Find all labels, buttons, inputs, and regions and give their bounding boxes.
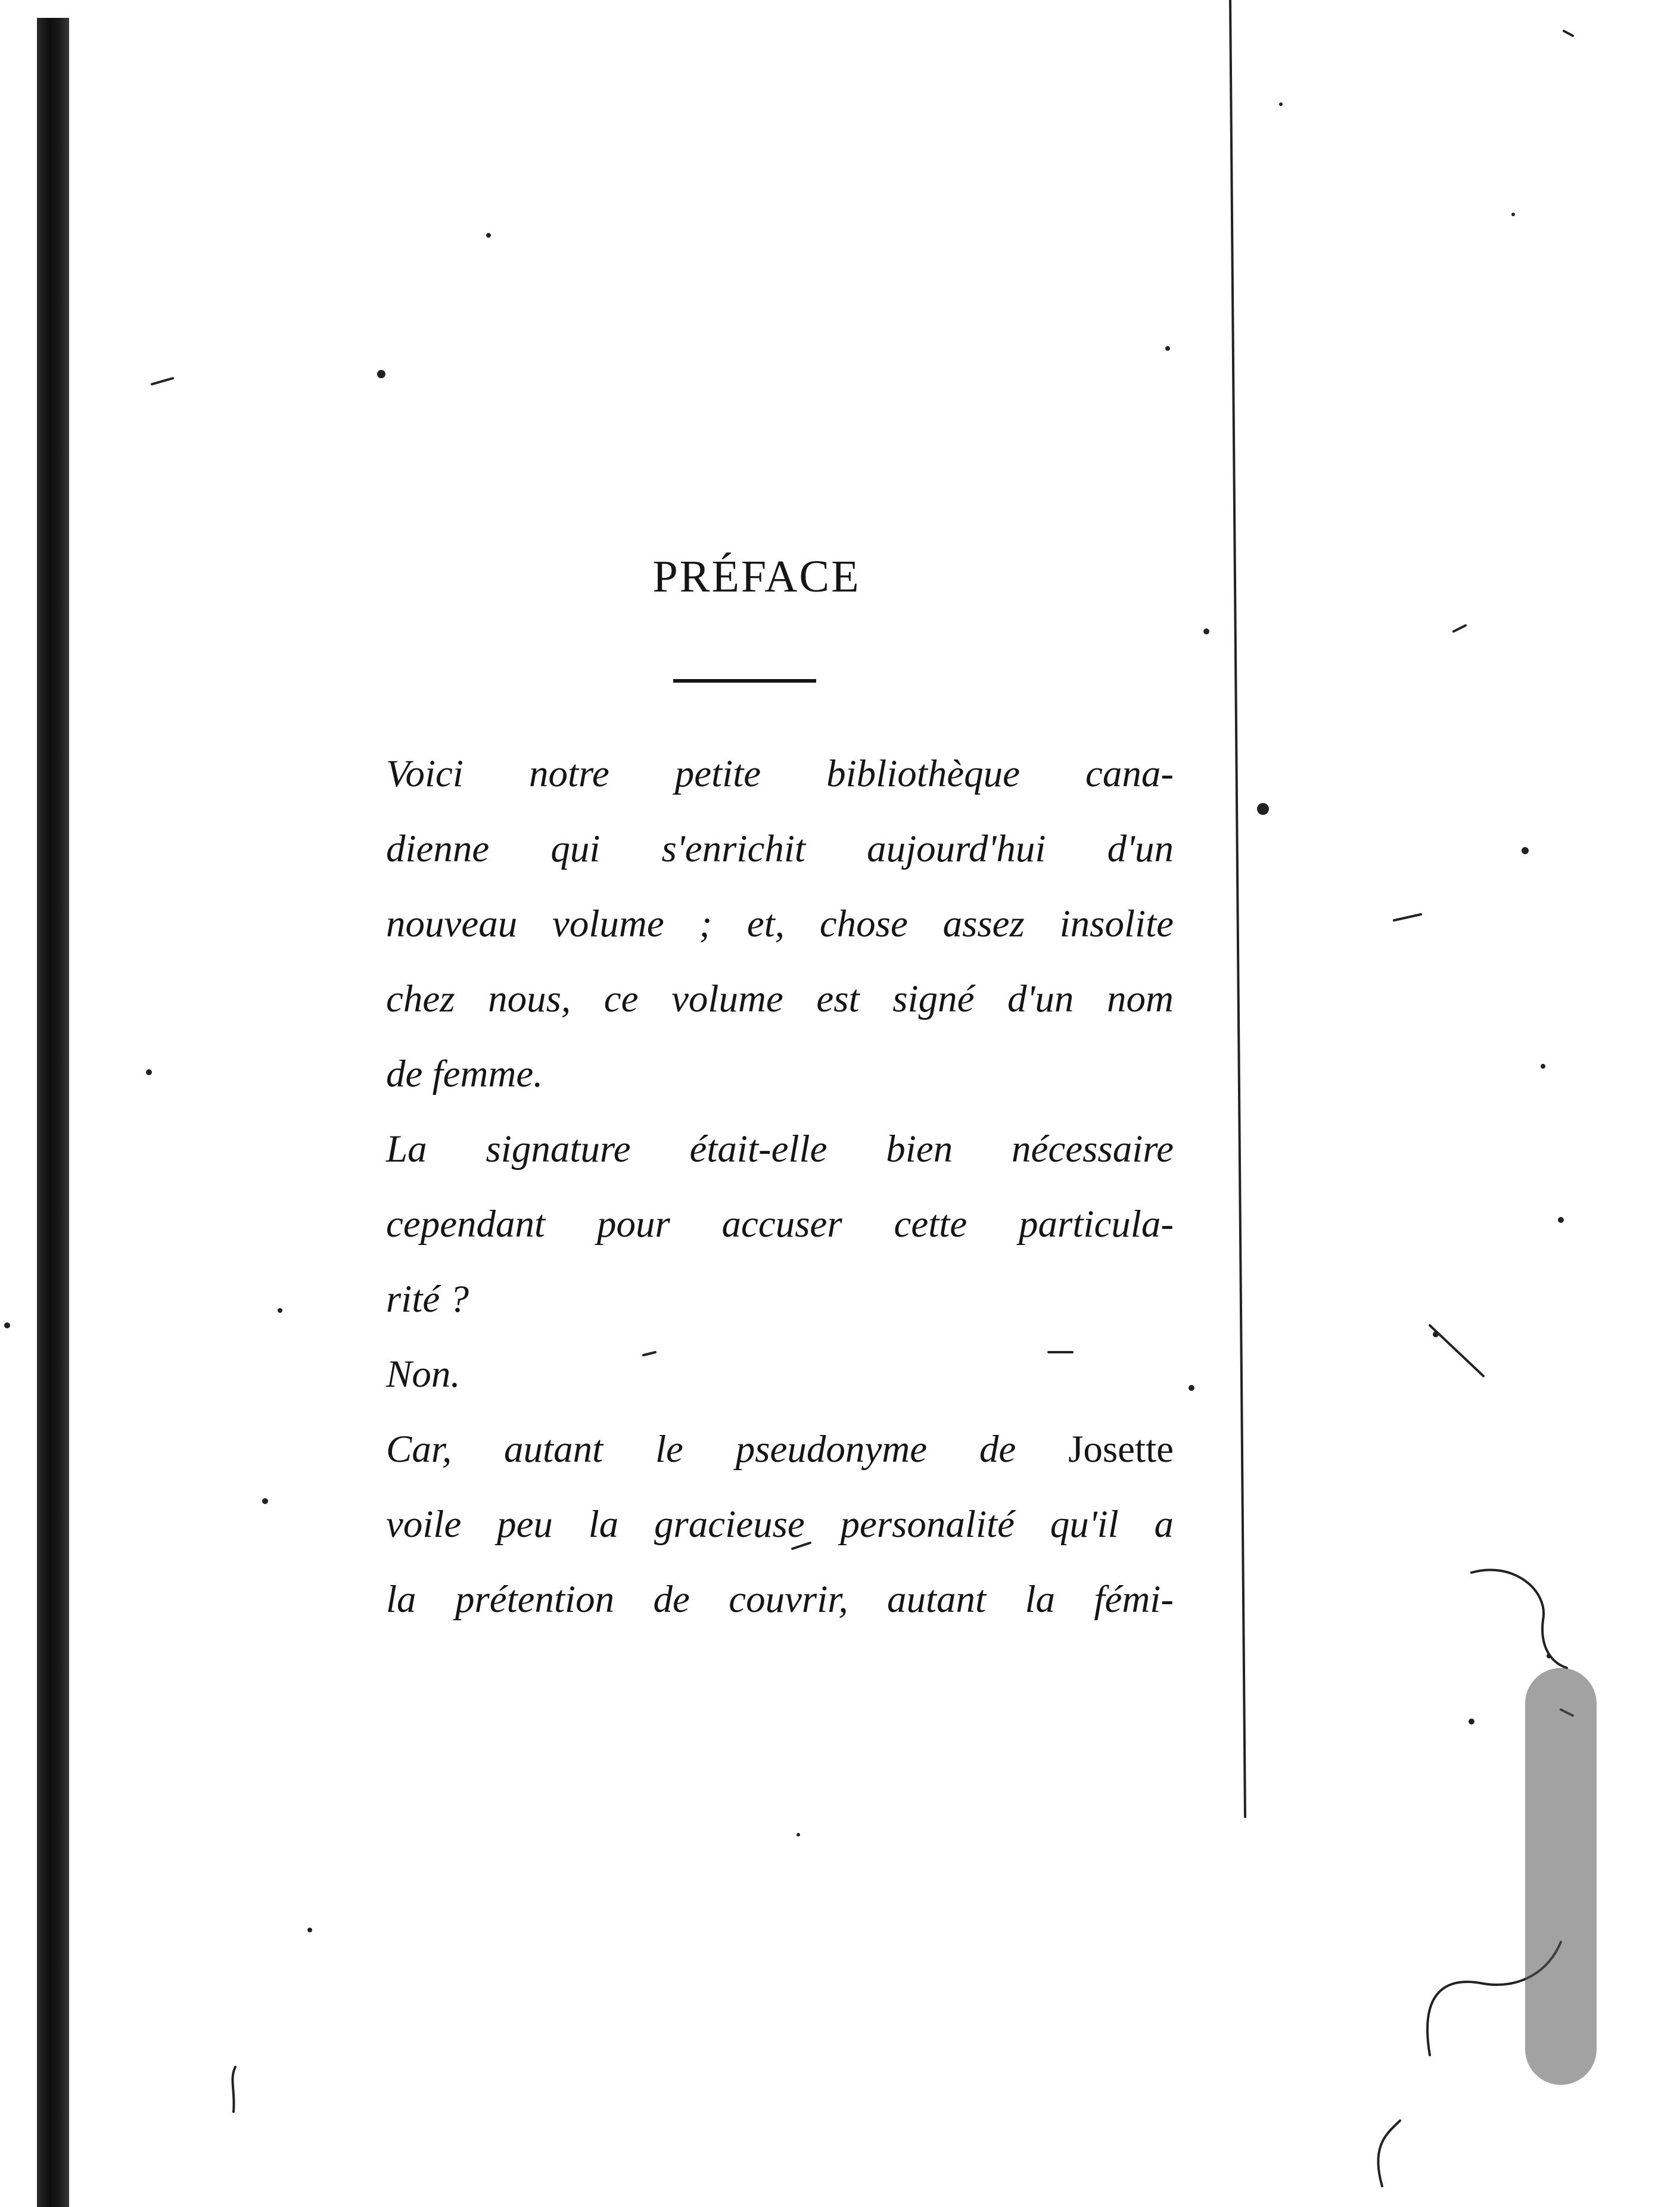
text-line: chez nous, ce volume est signé d'un nom bbox=[386, 978, 1174, 1020]
text-line: La signature était-elle bien nécessaire bbox=[386, 1128, 1174, 1171]
text-line bbox=[335, 1412, 1174, 1487]
text-line: nouveau volume ; et, chose assez insolite bbox=[386, 902, 1174, 945]
text-line: de femme. bbox=[386, 1053, 543, 1095]
heading-rule bbox=[673, 679, 816, 683]
text-run: Car, autant le pseudonyme de bbox=[386, 1428, 1069, 1471]
paragraph-2 bbox=[335, 1112, 1174, 1337]
text-line: Non. bbox=[386, 1353, 461, 1396]
binding-edge bbox=[37, 18, 69, 2207]
text-line: Voici notre petite bibliothèque cana- bbox=[386, 752, 1174, 795]
body-text bbox=[335, 736, 1174, 1637]
text-line: rité ? bbox=[386, 1278, 469, 1321]
text-line: voile peu la gracieuse personalité qu'il a bbox=[386, 1503, 1174, 1546]
paragraph-3 bbox=[335, 1337, 1174, 1412]
page-heading: PRÉFACE bbox=[652, 552, 861, 602]
text-line: cependant pour accuser cette particula- bbox=[386, 1203, 1174, 1246]
text-line: dienne qui s'enrichit aujourd'hui d'un bbox=[386, 827, 1174, 870]
paragraph-1 bbox=[335, 736, 1174, 1112]
text-line: la prétention de couvrir, autant la fémi- bbox=[386, 1578, 1174, 1621]
pseudonym: Josette bbox=[1068, 1428, 1174, 1471]
paragraph-4 bbox=[335, 1412, 1174, 1637]
